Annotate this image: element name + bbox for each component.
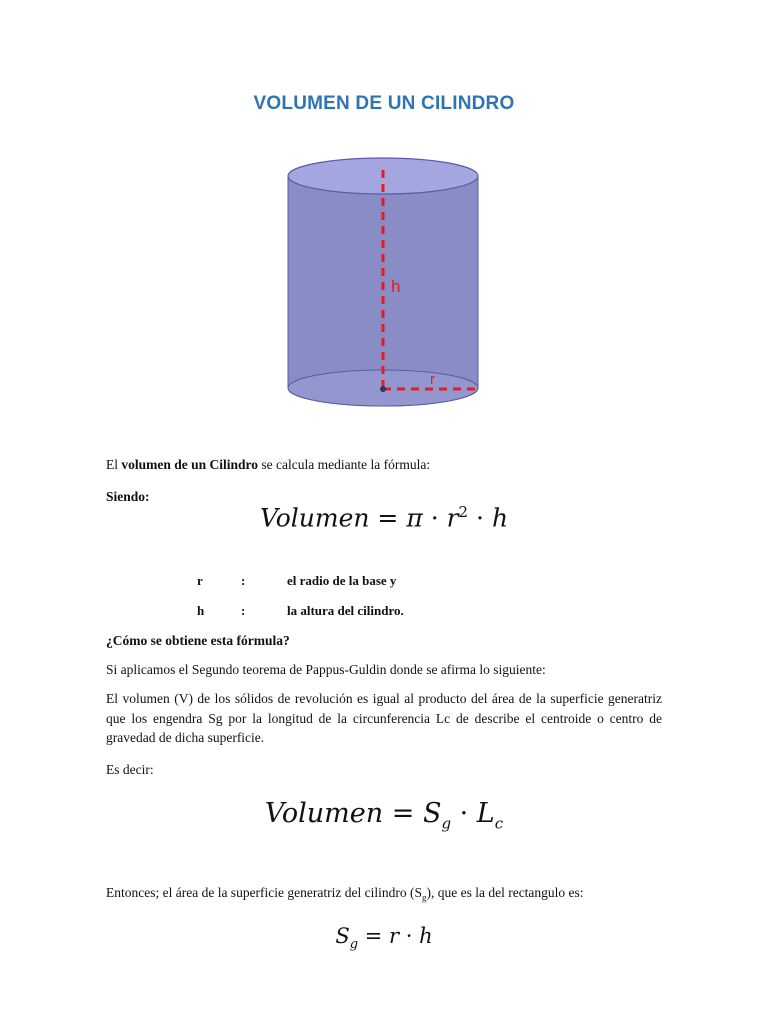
- formula1-r: r: [446, 503, 459, 533]
- variable-symbol: h: [197, 603, 205, 618]
- height-label: h: [391, 277, 401, 296]
- page-title: VOLUMEN DE UN CILINDRO: [253, 93, 515, 114]
- intro-bold: volumen de un Cilindro: [121, 457, 259, 472]
- radius-label: r: [430, 371, 435, 388]
- entonces-sub: g: [421, 892, 427, 903]
- formula1-h: h: [491, 503, 509, 533]
- cylinder-figure: [280, 150, 490, 410]
- formula2-S: S: [422, 798, 442, 829]
- formula2-L-sub: c: [494, 814, 504, 833]
- intro-paragraph: [106, 455, 662, 475]
- volume-formula: [0, 503, 768, 532]
- formula3-S-sub: g: [349, 937, 359, 953]
- formula2-dot: ·: [451, 798, 477, 829]
- formula2-L: L: [476, 798, 495, 829]
- formula2-S-sub: g: [441, 814, 452, 833]
- variable-symbol: r: [197, 573, 203, 588]
- question-heading: ¿Cómo se obtiene esta fórmula?: [106, 633, 290, 648]
- center-point: [380, 386, 386, 392]
- formula1-dot2: ·: [468, 503, 492, 533]
- pappus-intro: Si aplicamos el Segundo teorema de Pappus-Guldin donde se afirma lo siguiente:: [106, 662, 546, 677]
- formula2-eq: =: [383, 798, 423, 829]
- area-formula: [0, 924, 768, 952]
- formula1-lhs: Volumen: [259, 503, 370, 533]
- formula3-dot: ·: [399, 924, 420, 948]
- formula2-lhs: Volumen: [264, 798, 384, 829]
- intro-prefix: El: [106, 457, 122, 472]
- pappus-formula: [0, 798, 768, 832]
- entonces-paragraph: [106, 883, 662, 908]
- formula1-exp: 2: [458, 503, 469, 521]
- formula3-h: h: [419, 924, 433, 948]
- formula3-eq: =: [358, 924, 390, 948]
- es-decir: Es decir:: [106, 762, 154, 777]
- formula1-dot: ·: [422, 503, 447, 533]
- formula1-pi: π: [406, 503, 423, 533]
- variable-description: la altura del cilindro.: [287, 603, 404, 618]
- pappus-statement: El volumen (V) de los sólidos de revolución es igual al producto del área de la superficie generatriz que los engendra Sg por la longitud de la circunferencia Lc de describe el centroide o centro de gravedad de dicha superficie.: [106, 691, 662, 745]
- entonces-prefix: Entonces; el área de la superficie generatriz del cilindro (S: [106, 885, 422, 900]
- siendo-label: Siendo:: [106, 489, 150, 504]
- formula3-r: r: [389, 924, 400, 948]
- formula3-S: S: [335, 924, 350, 948]
- entonces-suffix: ), que es la del rectangulo es:: [426, 885, 584, 900]
- variable-description: el radio de la base y: [287, 573, 397, 588]
- variable-colon: :: [241, 603, 246, 618]
- intro-suffix: se calcula mediante la fórmula:: [258, 457, 431, 472]
- variable-colon: :: [241, 573, 246, 588]
- formula1-eq: =: [369, 503, 407, 533]
